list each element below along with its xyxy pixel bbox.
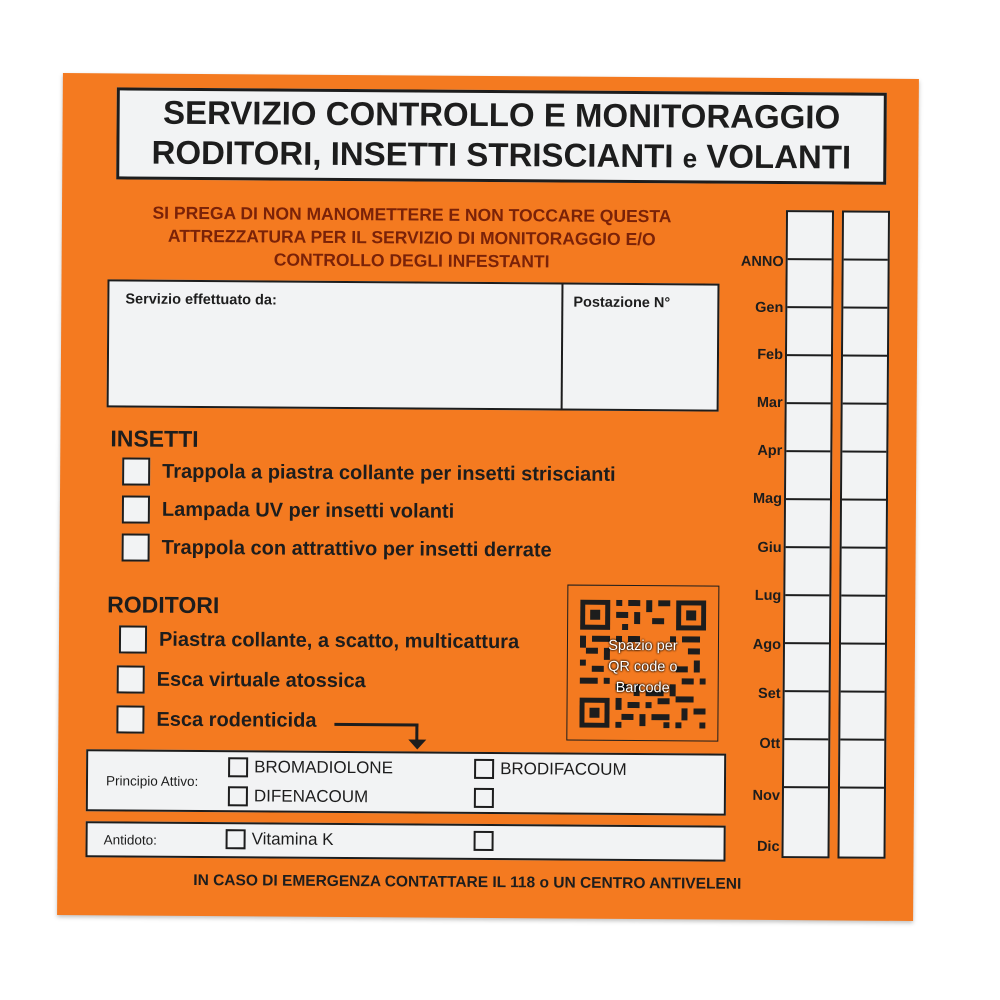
grid-cell[interactable]: [842, 404, 886, 452]
month-label: Set: [757, 685, 781, 703]
option-difenacoum[interactable]: [228, 786, 368, 807]
service-label: Servizio effettuato da:: [125, 291, 277, 309]
grid-cell[interactable]: [843, 260, 887, 308]
roditori-option-2[interactable]: [117, 665, 366, 695]
insetti-option-1-label: Trappola a piastra collante per insetti striscianti: [162, 460, 616, 486]
insetti-option-2-label: Lampada UV per insetti volanti: [161, 498, 455, 523]
grid-cell[interactable]: [784, 788, 828, 836]
qr-text-line-3: Barcode: [615, 679, 670, 697]
qr-text-line-1: Spazio per: [608, 637, 678, 655]
service-box[interactable]: [107, 279, 720, 411]
warning-text: [132, 202, 692, 275]
grid-cell[interactable]: [840, 788, 884, 836]
grid-cell[interactable]: [843, 308, 887, 356]
insetti-title: INSETTI: [110, 425, 199, 452]
month-label: Ott: [759, 735, 781, 753]
checkbox[interactable]: [116, 705, 144, 733]
grid-cell[interactable]: [841, 548, 885, 596]
service-divider: [561, 285, 564, 409]
grid-cell[interactable]: [844, 212, 888, 260]
warning-line-2: ATTREZZATURA PER IL SERVIZIO DI MONITORAGGIO E/O: [167, 225, 656, 250]
grid-cell[interactable]: [840, 740, 884, 788]
record-grid-column-2: [837, 210, 890, 858]
month-label: Apr: [757, 442, 783, 460]
grid-cell[interactable]: [841, 596, 885, 644]
option-bromadiolone-label: BROMADIOLONE: [254, 757, 394, 778]
active-ingredient-label: Principio Attivo:: [105, 773, 199, 789]
option-vitamina-k-label: Vitamina K: [251, 829, 334, 849]
title-line-2-end: VOLANTI: [697, 137, 852, 176]
month-label: Mag: [752, 490, 783, 508]
month-label: Ago: [752, 636, 782, 654]
warning-line-1: SI PREGA DI NON MANOMETTERE E NON TOCCARE QUESTA: [152, 202, 672, 227]
month-label: Nov: [752, 787, 780, 805]
month-label: Mar: [756, 394, 783, 412]
option-vitamina-k[interactable]: [226, 829, 334, 850]
grid-cell[interactable]: [784, 740, 828, 788]
month-label: ANNO: [740, 253, 784, 271]
title-line-2-main: RODITORI, INSETTI STRISCIANTI: [151, 133, 683, 175]
checkbox[interactable]: [117, 665, 145, 693]
checkbox[interactable]: [122, 457, 150, 485]
grid-cell[interactable]: [786, 404, 830, 452]
month-label: Giu: [757, 539, 782, 557]
grid-cell[interactable]: [785, 548, 829, 596]
emergency-notice: IN CASO DI EMERGENZA CONTATTARE IL 118 o UN CENTRO ANTIVELENI: [193, 871, 742, 893]
insetti-option-3[interactable]: [122, 533, 552, 564]
grid-cell[interactable]: [788, 212, 832, 260]
grid-cell[interactable]: [842, 452, 886, 500]
active-ingredient-box: [86, 749, 726, 815]
roditori-option-3-label: Esca rodenticida: [156, 708, 317, 732]
checkbox[interactable]: [228, 757, 248, 777]
grid-cell[interactable]: [786, 452, 830, 500]
roditori-title: RODITORI: [107, 591, 220, 619]
grid-cell[interactable]: [785, 596, 829, 644]
arrow-down-icon: [408, 739, 426, 749]
title-line-2-e: e: [682, 143, 698, 174]
option-brodifacoum-label: BRODIFACOUM: [500, 759, 627, 779]
month-label: Lug: [754, 587, 782, 605]
roditori-option-1[interactable]: [119, 625, 519, 656]
antidote-box: [85, 821, 725, 861]
grid-cell[interactable]: [843, 356, 887, 404]
checkbox[interactable]: [119, 625, 147, 653]
checkbox[interactable]: [474, 759, 494, 779]
qr-text-line-2: QR code o: [608, 658, 678, 676]
insetti-option-2[interactable]: [122, 495, 454, 525]
month-label: Gen: [755, 299, 784, 317]
option-brodifacoum[interactable]: [474, 759, 627, 780]
insetti-option-1[interactable]: [122, 457, 616, 488]
qr-text: [568, 636, 718, 700]
checkbox[interactable]: [474, 831, 494, 851]
title-line-2: [119, 132, 883, 179]
grid-cell[interactable]: [840, 692, 884, 740]
warning-line-3: CONTROLLO DEGLI INFESTANTI: [273, 249, 550, 272]
option-bromadiolone[interactable]: [228, 757, 393, 778]
month-label: Feb: [757, 346, 784, 364]
checkbox[interactable]: [228, 786, 248, 806]
grid-cell[interactable]: [786, 500, 830, 548]
checkbox[interactable]: [122, 495, 150, 523]
antidote-label: Antidoto:: [103, 832, 157, 848]
record-grid-column-1: [781, 210, 834, 858]
option-antidote-blank[interactable]: [474, 831, 500, 851]
option-blank[interactable]: [474, 788, 500, 808]
arrow-line: [334, 723, 418, 727]
option-difenacoum-label: DIFENACOUM: [253, 786, 369, 807]
title-box: [116, 87, 887, 184]
month-label: Dic: [756, 838, 780, 856]
roditori-option-1-label: Piastra collante, a scatto, multicattura: [158, 628, 520, 653]
grid-cell[interactable]: [842, 500, 886, 548]
insetti-option-3-label: Trappola con attrattivo per insetti derrate: [161, 536, 552, 561]
qr-code-placeholder: [566, 585, 719, 742]
checkbox[interactable]: [122, 533, 150, 561]
grid-cell[interactable]: [787, 356, 831, 404]
station-label: Postazione N°: [573, 294, 671, 312]
grid-cell[interactable]: [841, 644, 885, 692]
checkbox[interactable]: [474, 788, 494, 808]
pest-control-sticker: [57, 73, 919, 921]
grid-cell[interactable]: [787, 260, 831, 308]
roditori-option-2-label: Esca virtuale atossica: [156, 668, 366, 692]
grid-cell[interactable]: [787, 308, 831, 356]
grid-cell[interactable]: [784, 692, 828, 740]
checkbox[interactable]: [226, 829, 246, 849]
title-line-1: SERVIZIO CONTROLLO E MONITORAGGIO: [162, 93, 841, 136]
grid-cell[interactable]: [785, 644, 829, 692]
month-labels: [708, 253, 784, 856]
roditori-option-3[interactable]: [116, 705, 316, 734]
